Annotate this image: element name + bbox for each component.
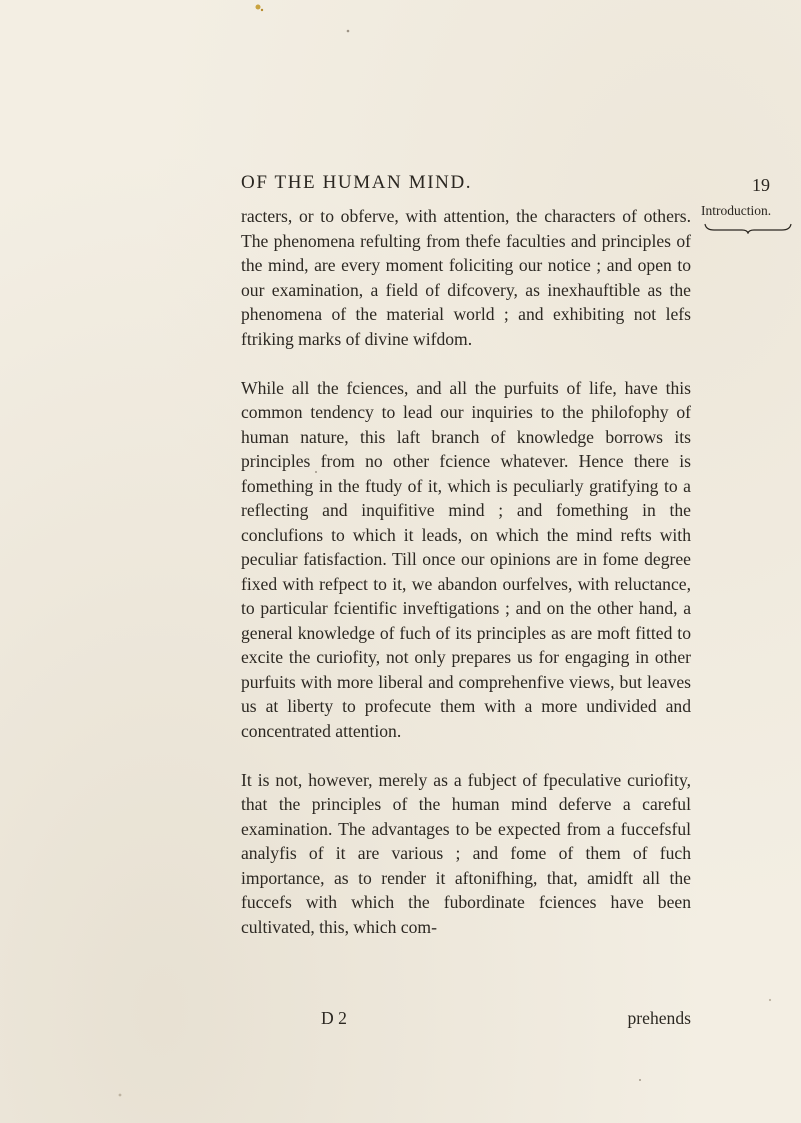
marginal-brace-icon <box>704 222 792 234</box>
paragraph-3: It is not, however, merely as a fubject of fpeculative curiofity, that the principles of the human mind deferve a careful examination. The advantages to be expected from a fuccefsful analyfis of it are various ; and fome of them of fuch importance, as to render it aftonifhing, that, amidft all the fuccefs with which the fubordinate fciences have been cultivated, this, which com- <box>241 769 691 937</box>
page-number: 19 <box>752 175 770 195</box>
catchline <box>241 1008 691 1032</box>
paragraph-1: racters, or to obferve, with attention, the characters of others. The phenomena refulting from thefe faculties and principles of the mind, are every moment foliciting our notice ; and open to our examination, a field of difcovery, as inexhauftible as the phenomena of the material world ; and exhibiting not lefs ftriking marks of divine wifdom. <box>241 206 691 349</box>
running-head: OF THE HUMAN MIND. <box>241 172 473 193</box>
catchword: prehends <box>627 1008 691 1028</box>
body-text <box>241 204 691 939</box>
paragraph-2: While all the fciences, and all the purfuits of life, have this common tendency to lead our inquiries to the philofophy of human nature, this laft branch of knowledge borrows its principles from no other fcience whatever. Hence there is fomething in the ftudy of it, which is peculiarly gratifying to a reflecting and inquifitive mind ; and fomething in the conclufions to which it leads, on which the mind refts with peculiar fatisfaction. Till once our opinions are in fome degree fixed with refpect to it, we abandon ourfelves, with reluctance, to particular fcientific inveftigations ; and on the other hand, a general knowledge of fuch of its principles as are moft fitted to excite the curiofity, not only prepares us for engaging in other purfuits with more liberal and comprehenfive views, but leaves us at liberty to profecute them with a more undivided and concentrated attention. <box>241 377 691 741</box>
signature-mark: D 2 <box>321 1008 347 1028</box>
marginal-note: Introduction. <box>701 203 772 218</box>
